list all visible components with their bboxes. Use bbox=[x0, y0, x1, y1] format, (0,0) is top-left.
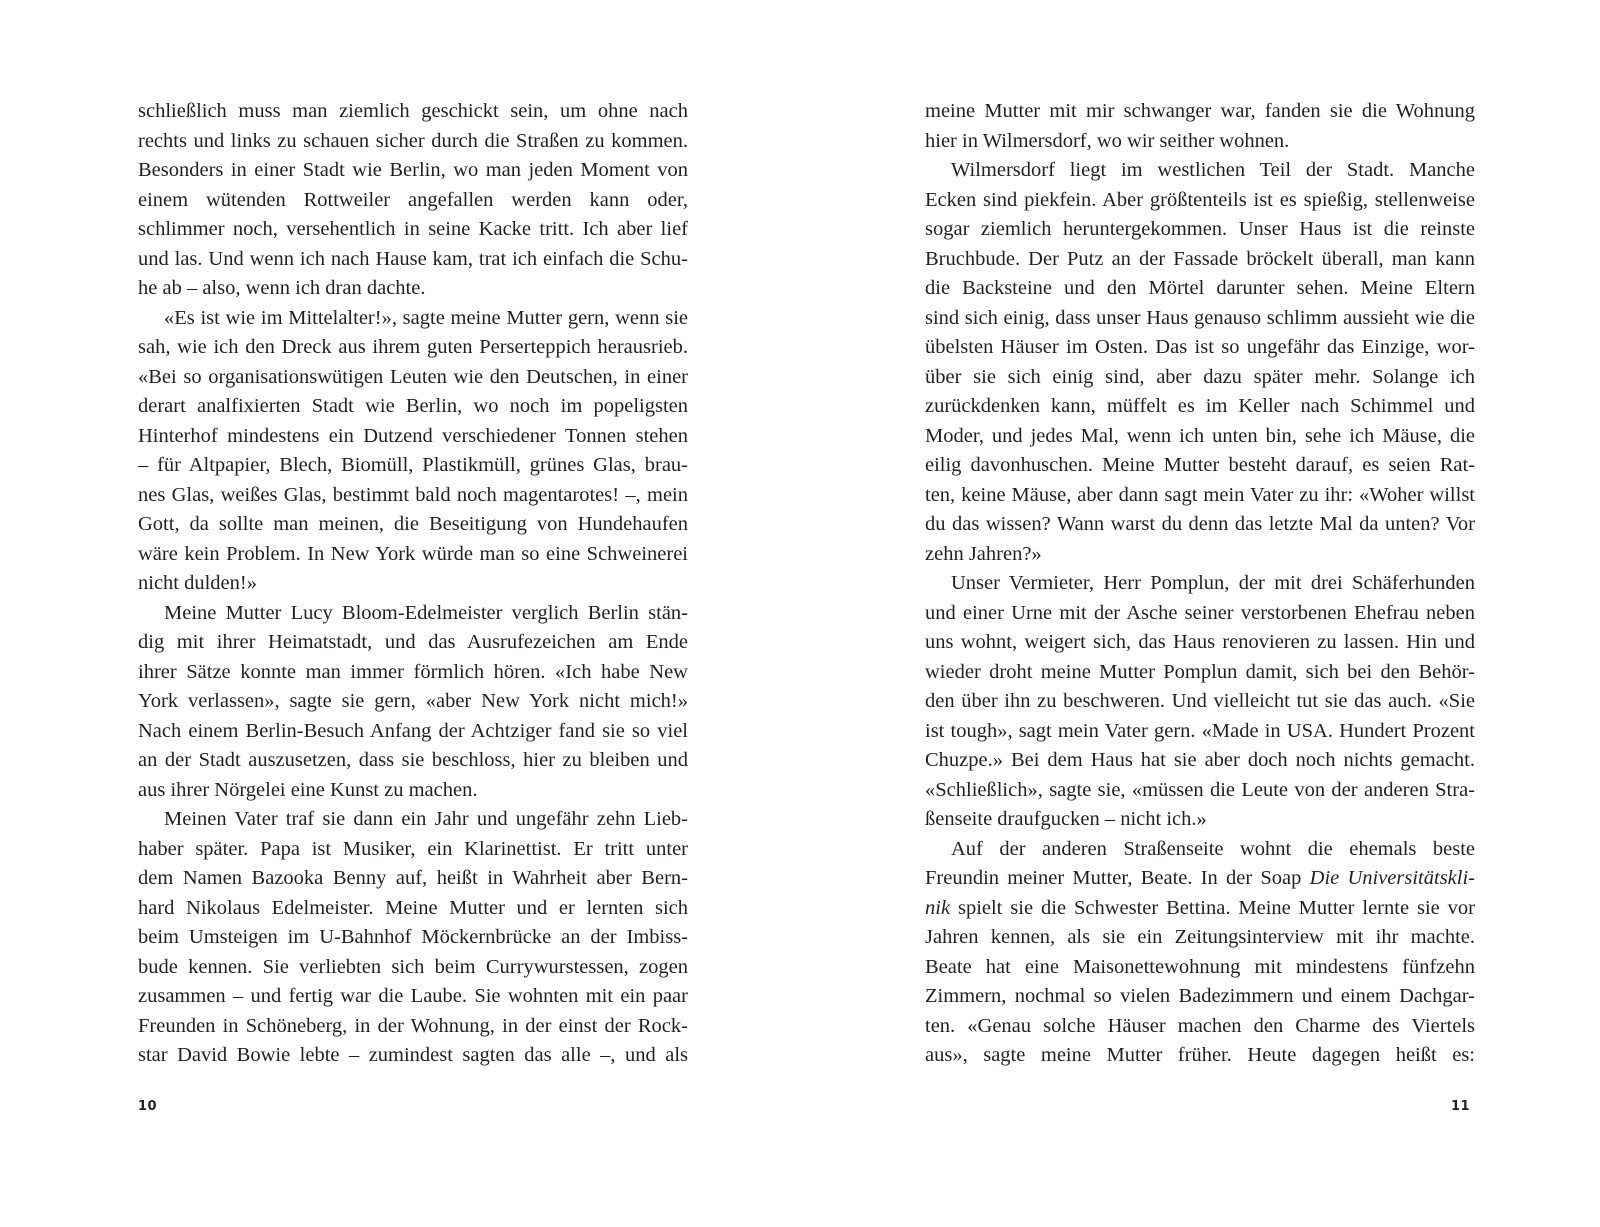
text-line: Unser Vermieter, Herr Pomplun, der mit drei Schäferhunden bbox=[951, 572, 1475, 594]
italic-text: Die Universitätskli- bbox=[1309, 867, 1475, 889]
text-line: Gott, da sollte man meinen, die Beseitigung von Hundehaufen bbox=[138, 513, 688, 535]
line-text: spielt sie die Schwester Bettina. Meine Mutter lernte sie vor bbox=[957, 896, 1475, 919]
text-line: bude kennen. Sie verliebten sich beim Currywurstessen, zogen bbox=[138, 955, 688, 978]
text-line: aus», sagte meine Mutter früher. Heute dagegen heißt es: bbox=[925, 1044, 1475, 1066]
text-line: zehn Jahren?» bbox=[925, 542, 1042, 565]
text-line: wieder droht meine Mutter Pomplun damit, sich bei den Behör- bbox=[925, 660, 1475, 683]
text-line: den über ihn zu beschweren. Und vielleicht tut sie das auch. «Sie bbox=[925, 690, 1475, 712]
text-line: «Bei so organisationswütigen Leuten wie den Deutschen, in einer bbox=[138, 365, 688, 388]
text-line: übelsten Häuser im Osten. Das ist so ungefähr das Einzige, wor- bbox=[925, 336, 1475, 358]
text-line: Chuzpe.» Bei dem Haus hat sie aber doch noch nichts gemacht. bbox=[925, 749, 1475, 771]
text-line: ist tough», sagt mein Vater gern. «Made in USA. Hundert Prozent bbox=[925, 719, 1475, 742]
text-line: haber später. Papa ist Musiker, ein Klarinettist. Er tritt unter bbox=[138, 837, 688, 860]
text-line: dig mit ihrer Heimatstadt, und das Ausrufezeichen am Ende bbox=[138, 631, 688, 653]
text-line: einem wütenden Rottweiler angefallen werden kann oder, bbox=[138, 188, 688, 211]
text-line: Jahren kennen, als sie ein Zeitungsinterview mit ihr machte. bbox=[925, 926, 1475, 948]
text-line: ßenseite draufgucken – nicht ich.» bbox=[925, 808, 1207, 830]
text-line: und las. Und wenn ich nach Hause kam, trat ich einfach die Schu- bbox=[138, 247, 688, 270]
text-line: Beate hat eine Maisonettewohnung mit mindestens fünfzehn bbox=[925, 955, 1475, 978]
text-line: «Schließlich», sagte sie, «müssen die Leute von der anderen Stra- bbox=[925, 778, 1475, 801]
text-line: star David Bowie lebte – zumindest sagten das alle –, und als bbox=[138, 1044, 688, 1066]
text-line: «Es ist wie im Mittelalter!», sagte meine Mutter gern, wenn sie bbox=[164, 306, 688, 329]
text-line: hier in Wilmersdorf, wo wir seither wohnen. bbox=[925, 129, 1290, 152]
text-line: Zimmern, nochmal so vielen Badezimmern und einem Dachgar- bbox=[925, 985, 1475, 1007]
text-line: wäre kein Problem. In New York würde man so eine Schweinerei bbox=[138, 542, 688, 565]
text-line: zurückdenken kann, müffelt es im Keller nach Schimmel und bbox=[925, 395, 1475, 417]
line-text: Freundin meiner Mutter, Beate. In der Soap bbox=[925, 867, 1302, 889]
right-page-number: 11 bbox=[1451, 1099, 1471, 1114]
text-line: schließlich muss man ziemlich geschickt sein, um ohne nach bbox=[138, 100, 688, 122]
text-line: aus ihrer Nörgelei eine Kunst zu machen. bbox=[138, 778, 478, 801]
text-line: ten, keine Mäuse, aber dann sagt mein Vater zu ihr: «Woher willst bbox=[925, 483, 1475, 506]
text-line: beim Umsteigen im U-Bahnhof Möckernbrücke an der Imbiss- bbox=[138, 926, 688, 948]
left-page-number: 10 bbox=[138, 1099, 158, 1114]
text-line: eilig davonhuschen. Meine Mutter besteht darauf, es seien Rat- bbox=[925, 454, 1475, 476]
text-line: sind sich einig, dass unser Haus genauso schlimm aussieht wie die bbox=[925, 306, 1475, 329]
text-line: an der Stadt auszusetzen, dass sie beschloss, hier zu bleiben und bbox=[138, 749, 688, 771]
text-line: nicht dulden!» bbox=[138, 572, 257, 594]
text-line: die Backsteine und den Mörtel darunter sehen. Meine Eltern bbox=[925, 277, 1475, 299]
text-line: Moder, und jedes Mal, wenn ich unten bin, sehe ich Mäuse, die bbox=[925, 424, 1475, 447]
text-line: Ecken sind piekfein. Aber größtenteils ist es spießig, stellenweise bbox=[925, 188, 1475, 211]
text-line bbox=[925, 894, 1475, 924]
text-line: sogar ziemlich heruntergekommen. Unser Haus ist die reinste bbox=[925, 218, 1475, 240]
text-line: über sie sich einig sind, aber dazu später mehr. Solange ich bbox=[925, 365, 1475, 388]
text-line: derart analfixierten Stadt wie Berlin, wo noch im popeligsten bbox=[138, 395, 688, 417]
text-line: York verlassen», sagte sie gern, «aber New York nicht mich!» bbox=[138, 690, 688, 712]
text-line: Auf der anderen Straßenseite wohnt die ehemals beste bbox=[951, 837, 1475, 860]
text-line: zusammen – und fertig war die Laube. Sie wohnten mit ein paar bbox=[138, 985, 688, 1007]
text-line: und einer Urne mit der Asche seiner verstorbenen Ehefrau neben bbox=[925, 601, 1475, 624]
left-page-text bbox=[138, 97, 688, 1071]
text-line: dem Namen Bazooka Benny auf, heißt in Wahrheit aber Bern- bbox=[138, 867, 688, 889]
text-line: Hinterhof mindestens ein Dutzend verschiedener Tonnen stehen bbox=[138, 424, 688, 447]
text-line: nes Glas, weißes Glas, bestimmt bald noch magentarotes! –, mein bbox=[138, 483, 688, 506]
italic-text: nik bbox=[925, 896, 951, 919]
text-line: Meine Mutter Lucy Bloom-Edelmeister verglich Berlin stän- bbox=[164, 601, 688, 624]
text-line: schlimmer noch, versehentlich in seine Kacke tritt. Ich aber lief bbox=[138, 218, 688, 240]
text-line: Bruchbude. Der Putz an der Fassade bröckelt überall, man kann bbox=[925, 247, 1475, 270]
text-line: Nach einem Berlin-Besuch Anfang der Achtziger fand sie so viel bbox=[138, 719, 688, 742]
text-line: meine Mutter mit mir schwanger war, fanden sie die Wohnung bbox=[925, 100, 1475, 122]
text-line: Freunden in Schöneberg, in der Wohnung, in der einst der Rock- bbox=[138, 1014, 688, 1037]
text-line: du das wissen? Wann warst du denn das letzte Mal da unten? Vor bbox=[925, 513, 1475, 535]
text-line: Wilmersdorf liegt im westlichen Teil der Stadt. Manche bbox=[951, 159, 1475, 181]
right-page bbox=[800, 0, 1600, 1227]
text-line: rechts und links zu schauen sicher durch die Straßen zu kommen. bbox=[138, 129, 688, 152]
text-line: – für Altpapier, Blech, Biomüll, Plastikmüll, grünes Glas, brau- bbox=[138, 454, 688, 476]
right-page-text bbox=[925, 97, 1475, 1071]
text-line: uns wohnt, weigert sich, das Haus renovieren zu lassen. Hin und bbox=[925, 631, 1475, 653]
text-line: ten. «Genau solche Häuser machen den Charme des Viertels bbox=[925, 1014, 1475, 1037]
text-line: sah, wie ich den Dreck aus ihrem guten Perserteppich herausrieb. bbox=[138, 336, 688, 358]
text-line: Meinen Vater traf sie dann ein Jahr und ungefähr zehn Lieb- bbox=[164, 808, 688, 830]
text-line: hard Nikolaus Edelmeister. Meine Mutter und er lernten sich bbox=[138, 896, 688, 919]
text-line: Besonders in einer Stadt wie Berlin, wo man jeden Moment von bbox=[138, 159, 688, 181]
text-line bbox=[925, 864, 1475, 894]
text-line: ihrer Sätze konnte man immer förmlich hören. «Ich habe New bbox=[138, 660, 688, 683]
text-line: he ab – also, wenn ich dran dachte. bbox=[138, 277, 426, 299]
